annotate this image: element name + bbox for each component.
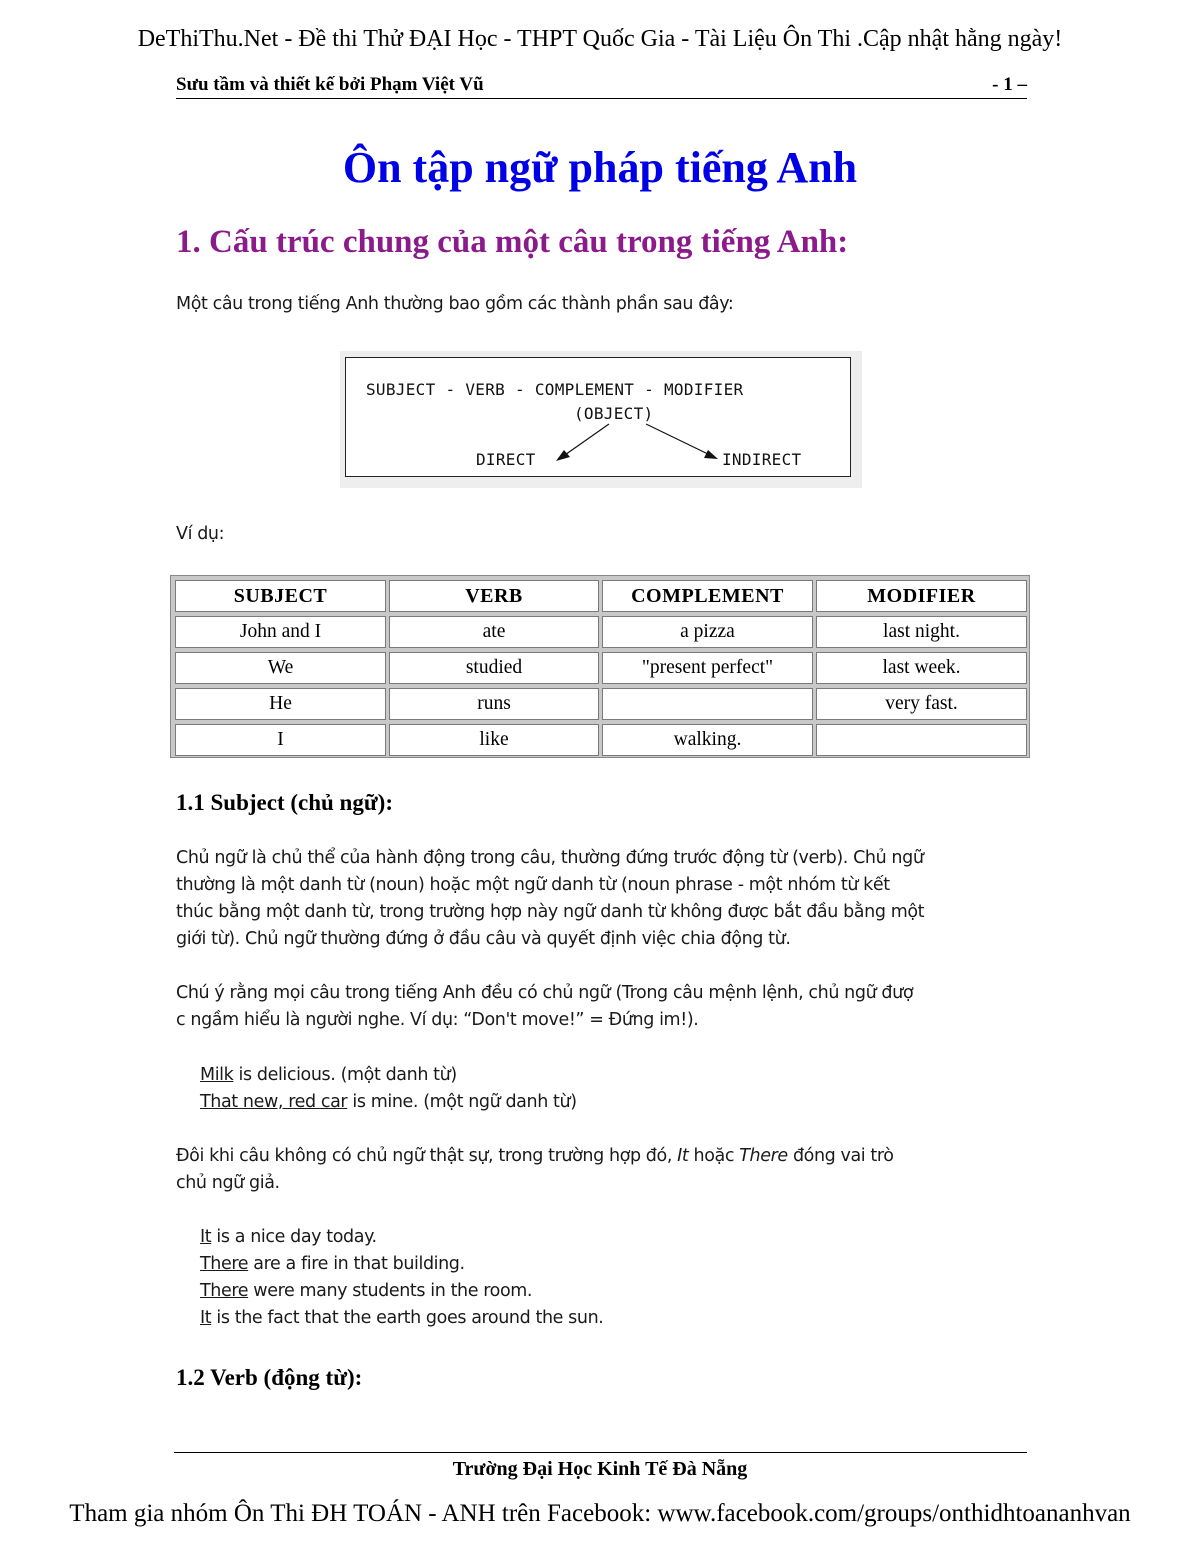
example-rest: is the fact that the earth goes around the sun. — [211, 1308, 604, 1328]
text-run: hoặc — [688, 1146, 740, 1166]
example-line — [200, 1062, 577, 1089]
example-line — [200, 1224, 603, 1251]
table-cell: "present perfect" — [602, 652, 813, 684]
arrowhead-indirect — [704, 450, 718, 459]
table-cell: ate — [389, 616, 599, 648]
paragraph-line — [176, 1143, 894, 1170]
bottom-banner: Tham gia nhóm Ôn Thi ĐH TOÁN - ANH trên Facebook: www.facebook.com/groups/onthidhtoananhvan — [69, 1500, 1131, 1527]
table-cell: last night. — [816, 616, 1027, 648]
paragraph-line: c ngầm hiểu là người nghe. Ví dụ: “Don't move!” = Đứng im!). — [176, 1010, 699, 1030]
table-cell: We — [175, 652, 386, 684]
top-banner: DeThiThu.Net - Đề thi Thử ĐẠI Học - THPT Quốc Gia - Tài Liệu Ôn Thi .Cập nhật hằng ngày! — [137, 26, 1063, 52]
paragraph-line: giới từ). Chủ ngữ thường đứng ở đầu câu và quyết định việc chia động từ. — [176, 929, 791, 949]
paragraph-line: Chủ ngữ là chủ thể của hành động trong câu, thường đứng trước động từ (verb). Chủ ngữ — [176, 848, 924, 868]
table-cell: very fast. — [816, 688, 1027, 720]
table-cell: a pizza — [602, 616, 813, 648]
document-title: Ôn tập ngữ pháp tiếng Anh — [342, 143, 858, 192]
table-cell: runs — [389, 688, 599, 720]
example-subject: There — [200, 1281, 249, 1301]
text-run: đóng vai trò — [787, 1146, 894, 1166]
diagram-direct-label: DIRECT — [476, 450, 536, 469]
table-cell: walking. — [602, 724, 813, 756]
example-rest: is mine. (một ngữ danh từ) — [347, 1092, 577, 1112]
diagram-indirect-label: INDIRECT — [722, 450, 802, 469]
table-cell: last week. — [816, 652, 1027, 684]
paragraph-line: thúc bằng một danh từ, trong trường hợp này ngữ danh từ không được bắt đầu bằng một — [176, 902, 925, 922]
paragraph-line: thường là một danh từ (noun) hoặc một ngữ danh từ (noun phrase - một nhóm từ kết — [176, 875, 890, 895]
table-cell: I — [175, 724, 386, 756]
section-1-heading: 1. Cấu trúc chung của một câu trong tiếng Anh: — [176, 224, 849, 260]
table-cell — [816, 724, 1027, 756]
table-header-modifier: MODIFIER — [816, 580, 1027, 612]
subject-heading: 1.1 Subject (chủ ngữ): — [176, 790, 393, 815]
table-header-subject: SUBJECT — [175, 580, 386, 612]
arrowhead-direct — [556, 450, 570, 461]
subject-examples-2 — [200, 1224, 603, 1332]
italic-there: There — [739, 1146, 788, 1166]
table-cell: John and I — [175, 616, 386, 648]
diagram-object-label: (OBJECT) — [574, 404, 654, 423]
example-rest: is a nice day today. — [211, 1227, 377, 1247]
example-rest: is delicious. (một danh từ) — [233, 1065, 457, 1085]
table-cell: like — [389, 724, 599, 756]
table-cell: studied — [389, 652, 599, 684]
diagram-box — [345, 357, 851, 477]
paragraph-line: chủ ngữ giả. — [176, 1173, 280, 1193]
table-header-verb: VERB — [389, 580, 599, 612]
arrow-to-direct — [562, 424, 609, 457]
example-subject: It — [200, 1308, 212, 1328]
example-subject: It — [200, 1227, 212, 1247]
footer-school: Trường Đại Học Kinh Tế Đà Nẵng — [452, 1458, 748, 1480]
page-header — [176, 72, 1027, 99]
sentence-structure-diagram — [340, 351, 862, 488]
sentence-components-table — [170, 575, 1030, 758]
example-line — [200, 1278, 603, 1305]
diagram-structure-line: SUBJECT - VERB - COMPLEMENT - MODIFIER — [366, 380, 744, 399]
footer-divider — [174, 1452, 1027, 1453]
example-line — [200, 1251, 603, 1278]
verb-heading: 1.2 Verb (động từ): — [176, 1365, 363, 1390]
table-cell — [602, 688, 813, 720]
arrow-to-indirect — [646, 424, 710, 455]
paragraph-line: Chú ý rằng mọi câu trong tiếng Anh đều có chủ ngữ (Trong câu mệnh lệnh, chủ ngữ đượ — [176, 983, 914, 1003]
diagram-arrows — [346, 358, 850, 476]
page-number: - 1 – — [992, 74, 1027, 95]
example-rest: were many students in the room. — [248, 1281, 533, 1301]
example-subject: There — [200, 1254, 249, 1274]
subject-paragraph-1 — [176, 845, 924, 953]
header-author: Sưu tầm và thiết kế bởi Phạm Việt Vũ — [176, 74, 484, 95]
subject-paragraph-2 — [176, 980, 913, 1034]
section-1-intro: Một câu trong tiếng Anh thường bao gồm các thành phần sau đây: — [176, 294, 734, 314]
example-line — [200, 1089, 577, 1116]
subject-examples-1 — [200, 1062, 577, 1116]
example-rest: are a fire in that building. — [248, 1254, 465, 1274]
table-cell: He — [175, 688, 386, 720]
example-subject: That new, red car — [200, 1092, 348, 1112]
italic-it: It — [677, 1146, 689, 1166]
dummy-subject-paragraph — [176, 1143, 894, 1197]
example-label: Ví dụ: — [176, 524, 225, 544]
example-subject: Milk — [200, 1065, 234, 1085]
table-header-complement: COMPLEMENT — [602, 580, 813, 612]
text-run: Đôi khi câu không có chủ ngữ thật sự, trong trường hợp đó, — [176, 1146, 678, 1166]
example-line — [200, 1305, 603, 1332]
